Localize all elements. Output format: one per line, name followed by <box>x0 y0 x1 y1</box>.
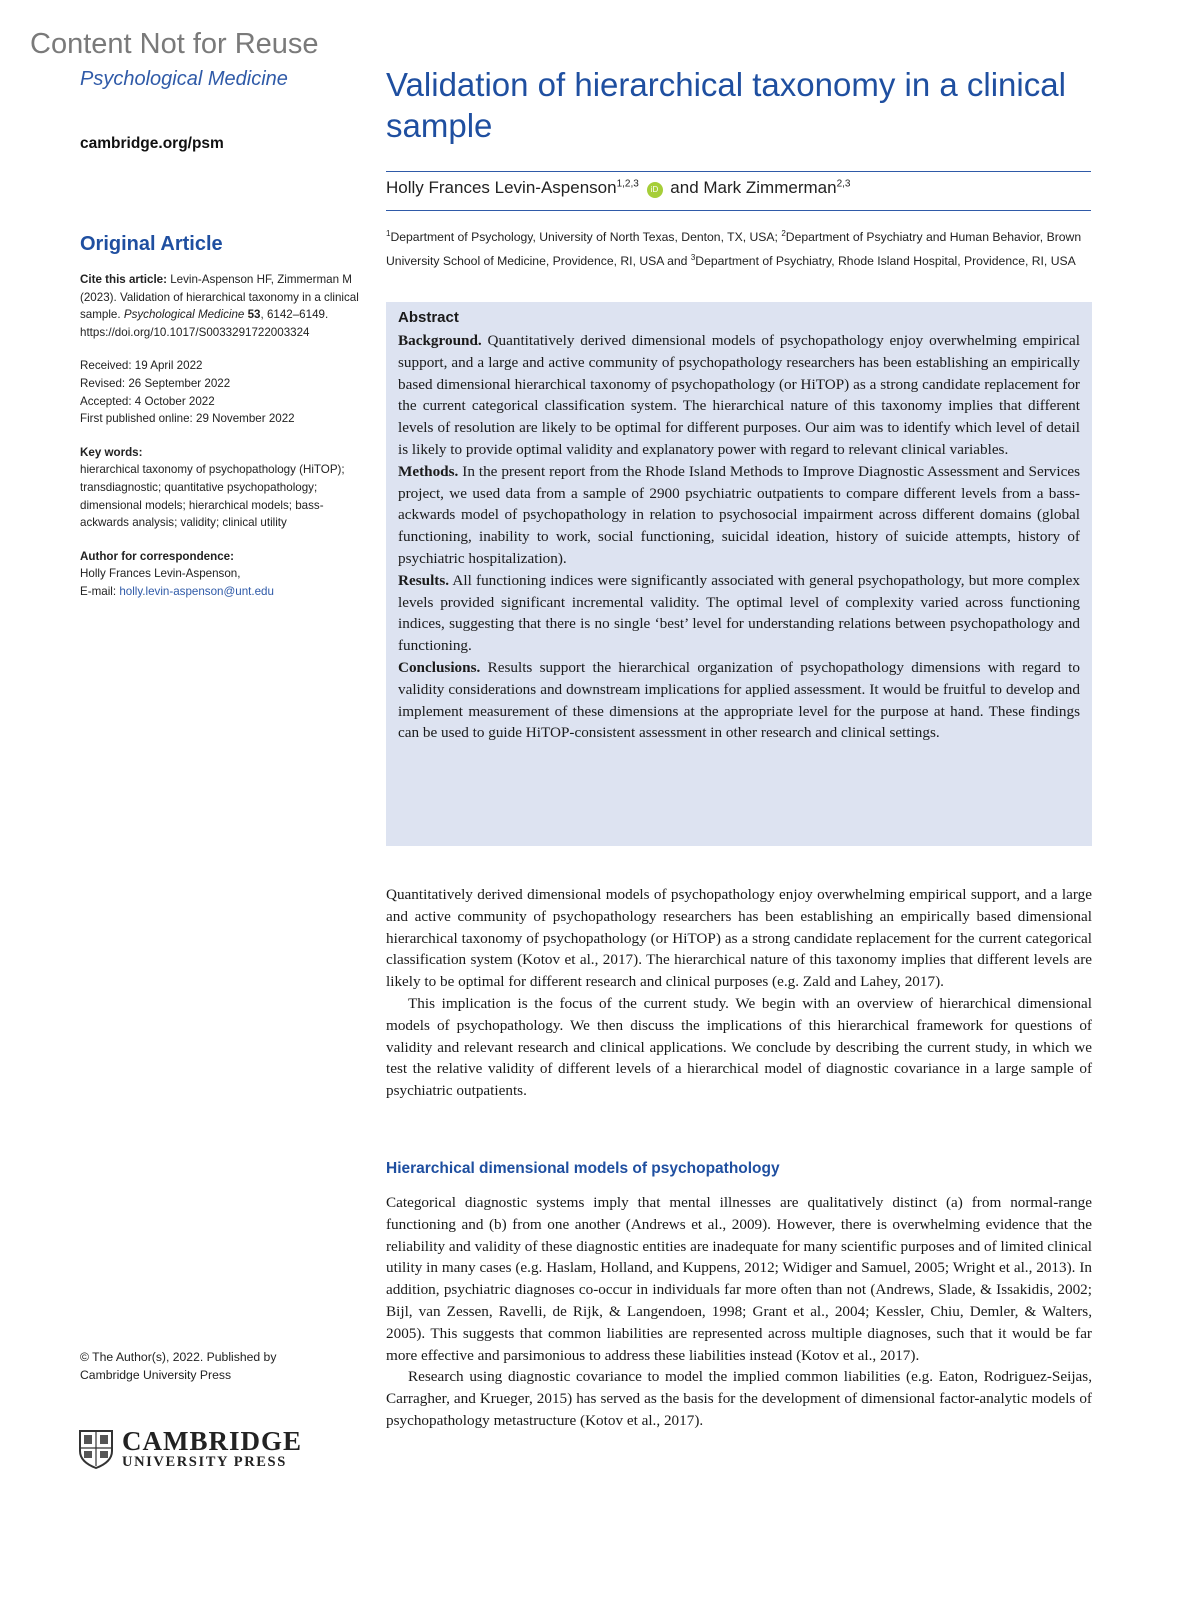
copyright-line2: Cambridge University Press <box>80 1368 232 1382</box>
journal-name: Psychological Medicine <box>80 68 288 90</box>
article-sidebar <box>80 232 365 617</box>
author-connector: and <box>670 178 699 197</box>
results-text: All functioning indices were significantly associated with general psychopathology, but more complex levels provided significant incremental validity. The optimal level of complexity varied across functioning indices, suggesting that there is no single ‘best’ level for understanding relations between psychopathology and functioning. <box>398 571 1080 655</box>
publisher-logo <box>78 1428 302 1470</box>
abstract-background <box>398 330 1080 461</box>
abstract-heading: Abstract <box>398 309 459 326</box>
watermark: Content Not for Reuse <box>30 28 319 60</box>
author-list <box>386 178 850 198</box>
background-label: Background. <box>398 332 482 349</box>
author-rule <box>386 210 1091 211</box>
cite-volume: 53 <box>247 308 261 322</box>
email-link[interactable]: holly.levin-aspenson@unt.edu <box>119 584 274 598</box>
abstract-results <box>398 570 1080 657</box>
correspondence-block <box>80 548 365 601</box>
author-1[interactable]: Holly Frances Levin-Aspenson <box>386 178 617 197</box>
intro-paragraph-2: This implication is the focus of the current study. We begin with an overview of hierarchical dimensional models of psychopathology. We then discuss the implications of this hierarchical framework for questions of validity and relevant research and clinical applications. We conclude by describing the current study, in which we test the relative validity of different levels of a hierarchical model of diagnostic covariance in a large sample of psychiatric outpatients. <box>386 994 1092 1100</box>
intro-paragraph-1: Quantitatively derived dimensional models of psychopathology enjoy overwhelming empirical support, and a large and active community of psychopathology researchers has been establishing an empirically based dimensional hierarchical taxonomy of psychopathology (or HiTOP) as a strong candidate replacement for the current categorical classification system (Kotov et al., 2017). The hierarchical nature of this taxonomy implies that different levels are likely to be optimal for different research and clinical purposes (e.g. Zald and Lahey, 2017). <box>386 886 1092 991</box>
orcid-icon[interactable]: iD <box>647 182 663 198</box>
copyright-line1: © The Author(s), 2022. Published by <box>80 1350 277 1364</box>
keywords-label: Key words: <box>80 445 143 459</box>
cambridge-shield-icon <box>78 1429 114 1469</box>
introduction <box>386 884 1092 1102</box>
conclusions-text: Results support the hierarchical organization of psychopathology dimensions with regard to validity considerations and downstream implications for applied assessment. It would be fruitful to develop and implement measurement of these dimensions at the appropriate level for the purpose at hand. These findings can be used to guide HiTOP-consistent assessment in other research and clinical settings. <box>398 658 1080 742</box>
correspondence-name: Holly Frances Levin-Aspenson, <box>80 567 241 581</box>
logo-line2: UNIVERSITY PRESS <box>122 1454 287 1470</box>
copyright <box>80 1348 365 1384</box>
author-2[interactable]: Mark Zimmerman <box>703 178 837 197</box>
journal-site-link[interactable]: cambridge.org/psm <box>80 135 224 152</box>
affiliations <box>386 224 1092 271</box>
logo-line1: CAMBRIDGE <box>122 1426 303 1456</box>
section-heading: Hierarchical dimensional models of psychopathology <box>386 1160 780 1177</box>
affil-sup-3: 3 <box>690 252 696 262</box>
abstract-methods <box>398 461 1080 570</box>
date-accepted: Accepted: 4 October 2022 <box>80 394 215 408</box>
section-paragraph-1: Categorical diagnostic systems imply that mental illnesses are qualitatively distinct (a) from normal-range functioning and (b) from one another (Andrews et al., 2009). However, there is overwhelming evidence that the reliability and validity of these diagnostic entities are inadequate for many scientific purposes and of limited clinical utility in many cases (e.g. Haslam, Holland, and Kuppens, 2012; Widiger and Samuel, 2005; Wright et al., 2013). In addition, psychiatric diagnoses co-occur in individuals far more often than not (Andrews, Slade, & Issakidis, 2002; Bijl, van Zessen, Ravelli, de Rijk, & Langendoen, 1998; Grant et al., 2004; Kessler, Chiu, Demler, & Walters, 2005). This suggests that common liabilities are represented across multiple diagnoses, such that it would be far more effective and parsimonious to address these liabilities instead (Kotov et al., 2017). <box>386 1194 1092 1364</box>
date-revised: Revised: 26 September 2022 <box>80 376 231 390</box>
affil-sup-1: 1 <box>386 229 391 238</box>
date-received: Received: 19 April 2022 <box>80 359 203 373</box>
methods-label: Methods. <box>398 462 459 480</box>
title-rule <box>386 171 1091 172</box>
results-label: Results. <box>398 571 450 589</box>
author-2-affil: 2,3 <box>836 178 851 190</box>
keywords-block <box>80 444 365 532</box>
author-1-affil: 1,2,3 <box>616 178 639 190</box>
affil-sup-2: 2 <box>781 229 786 238</box>
cite-journal: Psychological Medicine <box>123 308 245 322</box>
email-label: E-mail: <box>80 584 117 598</box>
methods-text: In the present report from the Rhode Island Methods to Improve Diagnostic Assessment and Services project, we used data from a sample of 2900 psychiatric outpatients to compare different levels from a bass-ackwards model of psychopathology in relation to psychosocial impairment across different domains (global functioning, inability to work, social functioning, suicidal ideation, history of suicide attempts, history of psychiatric hospitalization). <box>398 462 1080 567</box>
citation-block <box>80 271 365 341</box>
article-title: Validation of hierarchical taxonomy in a clinical sample <box>386 66 1066 144</box>
keywords-text: hierarchical taxonomy of psychopathology (HiTOP); transdiagnostic; quantitative psychopathology; dimensional models; hierarchical models; bass-ackwards analysis; validity; clinical utility <box>80 463 345 530</box>
affil-1: Department of Psychology, University of North Texas, Denton, TX, USA; <box>390 230 778 245</box>
section-paragraph-2: Research using diagnostic covariance to model the implied common liabilities (e.g. Eaton, Rodriguez-Seijas, Carragher, and Krueger, 2015) has served as the basis for the development of dimensional factor-analytic models of psychopathology metastructure (Kotov et al., 2017). <box>386 1368 1092 1429</box>
abstract-conclusions <box>398 657 1080 744</box>
dates-block <box>80 357 365 427</box>
correspondence-label: Author for correspondence: <box>80 549 234 563</box>
affil-2: Department of Psychiatry and Human Behavior, Brown University School of Medicine, Providence, RI, USA and <box>386 230 1082 268</box>
section-body <box>386 1192 1092 1432</box>
background-text: Quantitatively derived dimensional models of psychopathology enjoy overwhelming empirical support, and a large and active community of psychopathology researchers has been establishing an empirically based dimensional hierarchical taxonomy of psychopathology (or HiTOP) as a strong candidate replacement for the current categorical classification system. The hierarchical nature of this taxonomy implies that different levels of resolution are likely to be optimal for different purposes. Our aim was to identify which level of detail is likely to provide optimal validity and explanatory power with regard to relevant clinical variables. <box>398 332 1080 458</box>
abstract-box <box>386 302 1092 846</box>
cite-text: Levin-Aspenson HF, Zimmerman M (2023). Validation of hierarchical taxonomy in a clinical sample. <box>80 273 359 322</box>
cite-label: Cite this article: <box>80 273 167 286</box>
cite-pages-doi[interactable]: , 6142–6149. https://doi.org/10.1017/S0033291722003324 <box>80 308 329 339</box>
article-type: Original Article <box>80 233 223 255</box>
affil-3: Department of Psychiatry, Rhode Island Hospital, Providence, RI, USA <box>695 253 1076 268</box>
conclusions-label: Conclusions. <box>398 658 481 676</box>
date-published: First published online: 29 November 2022 <box>80 412 295 426</box>
